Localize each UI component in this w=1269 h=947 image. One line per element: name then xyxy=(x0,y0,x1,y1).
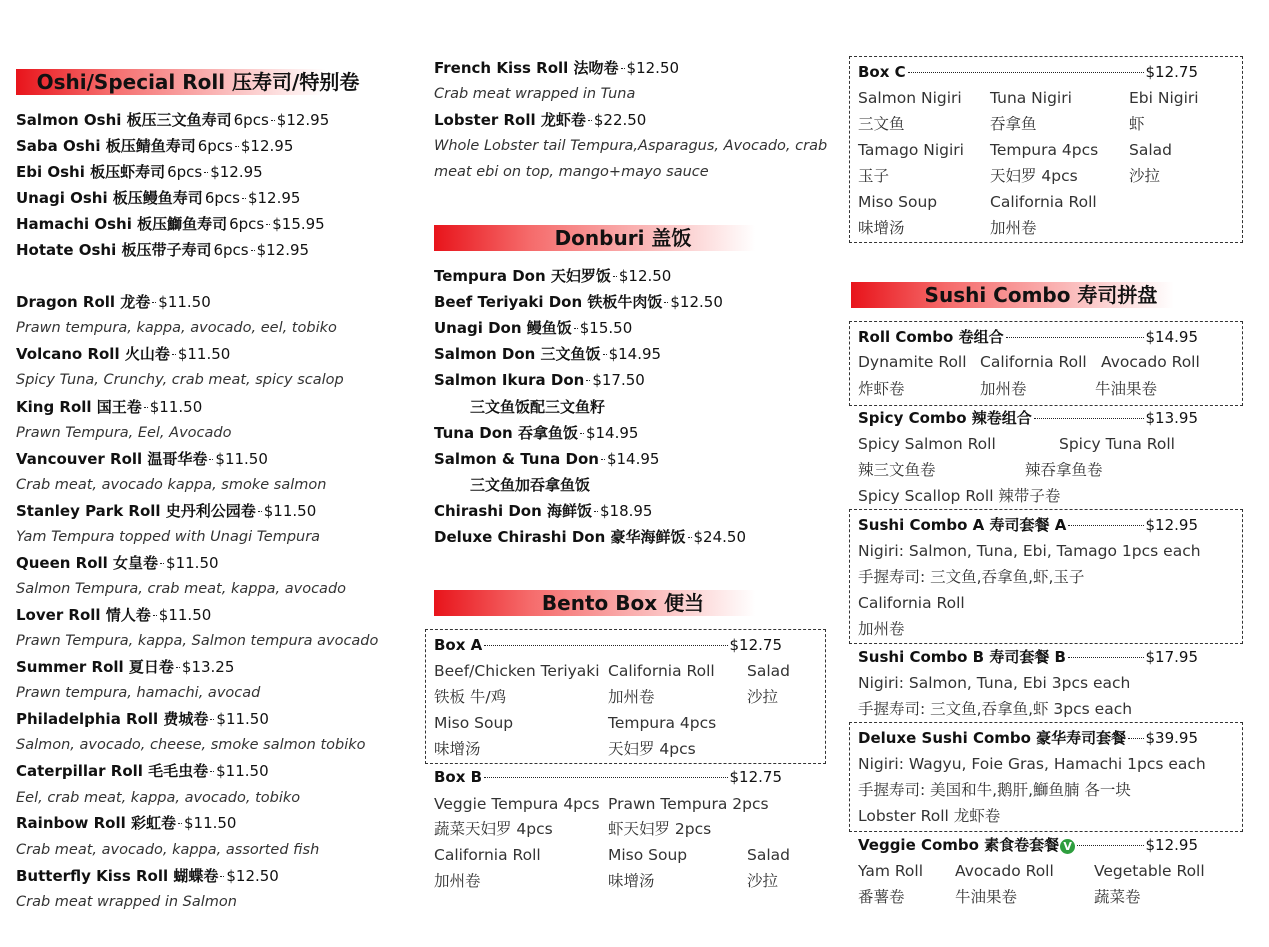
leader-dots xyxy=(209,459,213,460)
menu-item[interactable] xyxy=(434,107,646,133)
box-component: 天妇罗 4pcs xyxy=(990,167,1078,185)
item-description: Prawn Tempura, Eel, Avocado xyxy=(16,425,232,441)
item-price: $12.95 xyxy=(276,111,330,129)
item-name: Saba Oshi 板压鲭鱼寿司 xyxy=(16,137,196,155)
item-name: Dragon Roll 龙卷 xyxy=(16,293,151,311)
box-component: 蔬菜天妇罗 4pcs xyxy=(434,820,553,838)
item-name: King Roll 国王卷 xyxy=(16,398,142,416)
box-component: Prawn Tempura 2pcs xyxy=(608,795,769,813)
leader-dots xyxy=(484,777,727,778)
item-name: Box A xyxy=(434,636,483,654)
menu-item[interactable] xyxy=(434,420,638,446)
menu-item[interactable] xyxy=(16,394,202,420)
box-component: Salad xyxy=(1129,141,1172,159)
item-price: $12.95 xyxy=(240,137,294,155)
box-component: 吞拿鱼 xyxy=(990,115,1037,133)
menu-item[interactable] xyxy=(16,107,329,133)
item-name: Salmon & Tuna Don xyxy=(434,450,599,468)
box-component: 沙拉 xyxy=(1129,167,1161,185)
combo-component: 蔬菜卷 xyxy=(1094,888,1141,906)
leader-dots xyxy=(613,276,617,277)
item-name: Tuna Don 吞拿鱼饭 xyxy=(434,424,578,442)
box-component: Ebi Nigiri xyxy=(1129,89,1199,107)
item-description: Crab meat wrapped in Salmon xyxy=(16,894,237,910)
leader-dots xyxy=(664,302,668,303)
item-price: $11.50 xyxy=(216,710,269,728)
item-size: 6pcs xyxy=(197,137,233,155)
item-name: Sushi Combo A 寿司套餐 A xyxy=(858,516,1067,534)
leader-dots xyxy=(210,771,214,772)
box-component: 加州卷 xyxy=(990,219,1037,237)
item-price: $12.75 xyxy=(729,768,782,786)
combo-component: 辣三文鱼卷 xyxy=(858,461,936,479)
box-component: 天妇罗 4pcs xyxy=(608,740,696,758)
item-price: $24.50 xyxy=(693,528,746,546)
item-price: $14.95 xyxy=(606,450,660,468)
box-component: 味增汤 xyxy=(858,219,905,237)
leader-dots xyxy=(603,354,607,355)
combo-component: Spicy Tuna Roll xyxy=(1059,435,1175,453)
item-description: Eel, crab meat, kappa, avocado, tobiko xyxy=(16,790,301,806)
menu-item[interactable] xyxy=(16,602,211,628)
item-price: $11.50 xyxy=(158,293,211,311)
item-description: Crab meat, avocado, kappa, assorted fish xyxy=(16,842,320,858)
box-title-row xyxy=(858,832,1198,858)
veggie-combo[interactable] xyxy=(858,832,1238,912)
item-price: $12.50 xyxy=(670,293,723,311)
roll-combo-box[interactable] xyxy=(849,321,1243,406)
leader-dots xyxy=(484,645,727,646)
box-title-row xyxy=(858,324,1198,350)
box-component: 虾 xyxy=(1129,115,1145,133)
combo-detail: 手握寿司: 三文鱼,吞拿鱼,虾,玉子 xyxy=(858,568,1085,586)
item-name: Lobster Roll 龙虾卷 xyxy=(434,111,586,129)
combo-component: 番薯卷 xyxy=(858,888,905,906)
box-component: California Roll xyxy=(434,846,541,864)
menu-item[interactable] xyxy=(16,654,234,680)
item-price: $11.50 xyxy=(215,450,268,468)
item-size: 6pcs xyxy=(229,215,265,233)
item-price: $12.95 xyxy=(1145,516,1198,534)
box-component: 沙拉 xyxy=(747,688,779,706)
leader-dots xyxy=(235,146,239,147)
item-name: Salmon Don 三文鱼饭 xyxy=(434,345,601,363)
menu-item[interactable] xyxy=(16,810,236,836)
box-component: Beef/Chicken Teriyaki xyxy=(434,662,600,680)
item-name: Deluxe Sushi Combo 豪华寿司套餐 xyxy=(858,729,1127,747)
item-name: Beef Teriyaki Don 铁板牛肉饭 xyxy=(434,293,663,311)
box-component: 味增汤 xyxy=(434,740,481,758)
bento-box-a[interactable] xyxy=(425,629,826,764)
deluxe-combo-box[interactable] xyxy=(849,722,1243,832)
combo-component: Avocado Roll xyxy=(1101,353,1200,371)
item-name: Vancouver Roll 温哥华卷 xyxy=(16,450,208,468)
item-price: $11.50 xyxy=(216,762,269,780)
sushi-combo-a-box[interactable] xyxy=(849,509,1243,644)
item-description: Crab meat, avocado kappa, smoke salmon xyxy=(16,477,327,493)
leader-dots xyxy=(258,511,262,512)
item-description: Prawn Tempura, kappa, Salmon tempura avocado xyxy=(16,633,379,649)
item-description: Spicy Tuna, Crunchy, crab meat, spicy scalop xyxy=(16,372,344,388)
leader-dots xyxy=(242,198,246,199)
item-name: Volcano Roll 火山卷 xyxy=(16,345,170,363)
menu-item[interactable] xyxy=(16,758,269,784)
box-title-row xyxy=(858,512,1198,538)
item-name: Chirashi Don 海鲜饭 xyxy=(434,502,592,520)
item-name: Deluxe Chirashi Don 豪华海鲜饭 xyxy=(434,528,686,546)
combo-component: 牛油果卷 xyxy=(955,888,1018,906)
menu-item[interactable] xyxy=(16,863,279,889)
item-price: $14.95 xyxy=(1145,328,1198,346)
combo-detail: Nigiri: Salmon, Tuna, Ebi, Tamago 1pcs each xyxy=(858,542,1201,560)
item-name: Unagi Oshi 板压鳗鱼寿司 xyxy=(16,189,203,207)
leader-dots xyxy=(601,459,605,460)
menu-item[interactable] xyxy=(434,289,723,315)
combo-detail: Lobster Roll 龙虾卷 xyxy=(858,807,1001,825)
leader-dots xyxy=(574,328,578,329)
menu-item[interactable] xyxy=(434,367,645,393)
combo-detail: Nigiri: Wagyu, Foie Gras, Hamachi 1pcs each xyxy=(858,755,1206,773)
combo-component: Vegetable Roll xyxy=(1094,862,1205,880)
box-title-row xyxy=(858,725,1198,751)
combo-component: Spicy Salmon Roll xyxy=(858,435,996,453)
item-name: Hamachi Oshi 板压鰤鱼寿司 xyxy=(16,215,228,233)
box-component: 味增汤 xyxy=(608,872,655,890)
box-component: Salmon Nigiri xyxy=(858,89,962,107)
box-component: Miso Soup xyxy=(434,714,514,732)
item-price: $39.95 xyxy=(1145,729,1198,747)
combo-component: Dynamite Roll xyxy=(858,353,967,371)
item-price: $11.50 xyxy=(263,502,317,520)
box-component: Salad xyxy=(747,662,790,680)
box-component: Miso Soup xyxy=(608,846,688,864)
item-price: $22.50 xyxy=(593,111,647,129)
item-description: Whole Lobster tail Tempura,Asparagus, Avocado, crab xyxy=(434,138,828,154)
box-title-row xyxy=(434,632,782,658)
box-title-row xyxy=(434,764,782,790)
bento-box-b[interactable] xyxy=(434,764,804,896)
item-price: $17.95 xyxy=(1145,648,1198,666)
box-component: California Roll xyxy=(990,193,1097,211)
leader-dots xyxy=(251,250,255,251)
box-title-row xyxy=(858,405,1198,431)
item-description: meat ebi on top, mango+mayo sauce xyxy=(434,164,709,180)
item-name: Summer Roll 夏日卷 xyxy=(16,658,174,676)
item-name: Box C xyxy=(858,63,906,81)
item-price: $13.25 xyxy=(181,658,235,676)
leader-dots xyxy=(271,120,275,121)
menu-item[interactable] xyxy=(434,315,632,341)
item-name: Unagi Don 鳗鱼饭 xyxy=(434,319,572,337)
item-price: $12.50 xyxy=(226,867,279,885)
item-price: $11.50 xyxy=(149,398,203,416)
leader-dots xyxy=(588,120,592,121)
item-size: 6pcs xyxy=(233,111,269,129)
leader-dots xyxy=(176,667,180,668)
item-name: Caterpillar Roll 毛毛虫卷 xyxy=(16,762,209,780)
item-size: 6pcs xyxy=(167,163,203,181)
box-component: 加州卷 xyxy=(608,688,655,706)
leader-dots xyxy=(178,823,182,824)
leader-dots xyxy=(204,172,208,173)
box-title-row xyxy=(858,644,1198,670)
item-description: Prawn tempura, kappa, avocado, eel, tobiko xyxy=(16,320,337,336)
item-size: 6pcs xyxy=(213,241,249,259)
menu-item[interactable] xyxy=(16,185,300,211)
combo-component: Yam Roll xyxy=(858,862,924,880)
item-price: $15.95 xyxy=(272,215,325,233)
menu-item[interactable] xyxy=(16,550,219,576)
box-component: Tamago Nigiri xyxy=(858,141,964,159)
box-component: 加州卷 xyxy=(434,872,481,890)
item-description: Salmon Tempura, crab meat, kappa, avocado xyxy=(16,581,347,597)
item-price: $12.75 xyxy=(729,636,782,654)
leader-dots xyxy=(1077,845,1143,846)
combo-component: Avocado Roll xyxy=(955,862,1054,880)
leader-dots xyxy=(220,876,224,877)
menu-item[interactable] xyxy=(434,263,671,289)
combo-section-header: Sushi Combo 寿司拼盘 xyxy=(851,282,1231,308)
item-price: $17.50 xyxy=(592,371,645,389)
item-price: $12.50 xyxy=(618,267,672,285)
item-price: $13.95 xyxy=(1145,409,1198,427)
leader-dots xyxy=(1128,738,1143,739)
item-name: Salmon Oshi 板压三文鱼寿司 xyxy=(16,111,232,129)
leader-dots xyxy=(1068,525,1143,526)
combo-detail: 加州卷 xyxy=(858,620,905,638)
item-name: Stanley Park Roll 史丹利公园卷 xyxy=(16,502,256,520)
item-price: $12.95 xyxy=(256,241,310,259)
leader-dots xyxy=(1006,337,1144,338)
menu-item[interactable] xyxy=(16,159,263,185)
vegetarian-icon: V xyxy=(1060,839,1075,854)
item-name: Ebi Oshi 板压虾寿司 xyxy=(16,163,166,181)
item-name: Philadelphia Roll 费城卷 xyxy=(16,710,209,728)
box-title-row xyxy=(858,59,1198,85)
leader-dots xyxy=(266,224,270,225)
leader-dots xyxy=(152,302,156,303)
combo-component: Spicy Scallop Roll 辣带子卷 xyxy=(858,487,1061,505)
box-component: Salad xyxy=(747,846,790,864)
combo-detail: 手握寿司: 三文鱼,吞拿鱼,虾 3pcs each xyxy=(858,700,1133,718)
bento-section-header: Bento Box 便当 xyxy=(434,590,812,616)
item-price: $12.50 xyxy=(626,59,680,77)
box-component: 三文鱼 xyxy=(858,115,905,133)
leader-dots xyxy=(621,68,625,69)
menu-item[interactable] xyxy=(16,341,230,367)
menu-item[interactable] xyxy=(434,498,652,524)
item-name: Spicy Combo 辣卷组合 xyxy=(858,409,1032,427)
item-description: Prawn tempura, hamachi, avocad xyxy=(16,685,261,701)
item-description: Salmon, avocado, cheese, smoke salmon tobiko xyxy=(16,737,366,753)
leader-dots xyxy=(908,72,1144,73)
menu-item[interactable] xyxy=(16,498,316,524)
box-component: Tempura 4pcs xyxy=(608,714,717,732)
item-subtitle: 三文鱼加吞拿鱼饭 xyxy=(470,476,591,494)
combo-component: California Roll xyxy=(980,353,1087,371)
leader-dots xyxy=(688,537,692,538)
menu-item[interactable] xyxy=(16,446,268,472)
sushi-combo-b[interactable] xyxy=(858,644,1238,722)
menu-item[interactable] xyxy=(16,211,325,237)
box-component: California Roll xyxy=(608,662,715,680)
item-name: Box B xyxy=(434,768,483,786)
item-name: Butterfly Kiss Roll 蝴蝶卷 xyxy=(16,867,219,885)
donburi-section-header: Donburi 盖饭 xyxy=(434,225,812,251)
item-name: Veggie Combo 素食卷套餐 xyxy=(858,836,1060,854)
item-price: $15.50 xyxy=(579,319,633,337)
box-component: 玉子 xyxy=(858,167,890,185)
leader-dots xyxy=(160,563,164,564)
item-price: $11.50 xyxy=(183,814,237,832)
leader-dots xyxy=(172,354,176,355)
oshi-section-header: Oshi/Special Roll 压寿司/特别卷 xyxy=(16,69,380,95)
leader-dots xyxy=(580,433,584,434)
menu-item[interactable] xyxy=(16,289,211,315)
menu-item[interactable] xyxy=(434,524,746,550)
item-name: Lover Roll 情人卷 xyxy=(16,606,151,624)
item-name: Salmon Ikura Don xyxy=(434,371,585,389)
combo-detail: Nigiri: Salmon, Tuna, Ebi 3pcs each xyxy=(858,674,1131,692)
item-price: $12.95 xyxy=(210,163,263,181)
item-price: $12.95 xyxy=(1145,836,1198,854)
box-component: Tuna Nigiri xyxy=(990,89,1072,107)
box-component: Veggie Tempura 4pcs xyxy=(434,795,600,813)
menu-item[interactable] xyxy=(434,341,661,367)
menu-item[interactable] xyxy=(434,446,659,472)
spicy-combo[interactable] xyxy=(858,405,1238,509)
item-name: Hotate Oshi 板压带子寿司 xyxy=(16,241,212,259)
leader-dots xyxy=(144,407,148,408)
menu-item[interactable] xyxy=(434,55,679,81)
item-price: $12.75 xyxy=(1145,63,1198,81)
item-size: 6pcs xyxy=(204,189,240,207)
combo-component: 牛油果卷 xyxy=(1095,380,1158,398)
item-name: Sushi Combo B 寿司套餐 B xyxy=(858,648,1066,666)
combo-detail: 手握寿司: 美国和牛,鹅肝,鰤鱼腩 各一块 xyxy=(858,781,1131,799)
box-component: 铁板 牛/鸡 xyxy=(434,688,507,706)
leader-dots xyxy=(1068,657,1144,658)
item-price: $11.50 xyxy=(177,345,231,363)
combo-detail: California Roll xyxy=(858,594,965,612)
leader-dots xyxy=(1034,418,1144,419)
item-description: Yam Tempura topped with Unagi Tempura xyxy=(16,529,321,545)
item-name: Rainbow Roll 彩虹卷 xyxy=(16,814,176,832)
bento-box-c[interactable] xyxy=(849,56,1243,243)
combo-component: 加州卷 xyxy=(980,380,1027,398)
box-component: Miso Soup xyxy=(858,193,938,211)
item-price: $14.95 xyxy=(608,345,662,363)
menu-item[interactable] xyxy=(16,133,293,159)
leader-dots xyxy=(153,615,157,616)
box-component: Tempura 4pcs xyxy=(990,141,1099,159)
item-name: Roll Combo 卷组合 xyxy=(858,328,1004,346)
item-price: $18.95 xyxy=(599,502,653,520)
menu-item[interactable] xyxy=(16,237,309,263)
item-subtitle: 三文鱼饭配三文鱼籽 xyxy=(470,398,606,416)
item-description: Crab meat wrapped in Tuna xyxy=(434,86,636,102)
combo-component: 炸虾卷 xyxy=(858,380,905,398)
item-name: French Kiss Roll 法吻卷 xyxy=(434,59,619,77)
item-name: Queen Roll 女皇卷 xyxy=(16,554,159,572)
combo-component: 辣吞拿鱼卷 xyxy=(1025,461,1103,479)
item-price: $14.95 xyxy=(585,424,639,442)
menu-item[interactable] xyxy=(16,706,269,732)
leader-dots xyxy=(210,719,214,720)
item-price: $11.50 xyxy=(158,606,212,624)
box-component: 沙拉 xyxy=(747,872,779,890)
item-price: $11.50 xyxy=(166,554,219,572)
box-component: 虾天妇罗 2pcs xyxy=(608,820,712,838)
leader-dots xyxy=(586,380,590,381)
item-price: $12.95 xyxy=(247,189,301,207)
leader-dots xyxy=(594,511,598,512)
item-name: Tempura Don 天妇罗饭 xyxy=(434,267,611,285)
